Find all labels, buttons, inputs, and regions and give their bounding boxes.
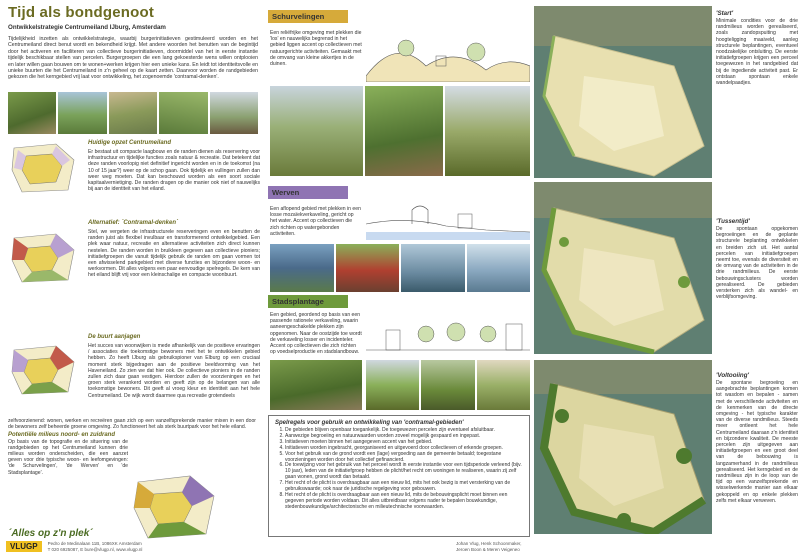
section-current-plan [8, 140, 260, 216]
schurvelingen-text: Een reliëfrijke omgeving met plekken die 'los' en nauwelijks begrensd in het gebied liggen accent op collectieven met natuurgerichte activiteiten. Gemaakt met de omvang van kleine akkertjes in de duinen. [270, 30, 362, 68]
intro-text: Tijdelijkheid inzetten als ontwikkelstrategie, waarbij burgerinitiatieven gestimuleerd worden en het Centrumeiland direct benut wordt en bekendheid krijgt. Met andere woorden het benutten van de begintijd door het activeren en faciliteren van collectieve burgerinitiatieven, doormiddel van het in eerste instantie tijdelijk beschikbaar stellen van percelen. Burgergroepen die een lang gekoesterde wens willen ontplooien en later willen gaan bouwen om te wonen+werken krijgen hier een unieke kans. En leidt tot identiteitsvolle en unieke buurten die het Centrumeiland in z'n geheel op de kaart zetten. Daarvoor worden de randgebieden gekozen die het kerngebied vrij laat voor ontwikkeling, het zogenoemde 'contramal-denken'. [8, 36, 258, 81]
stadsplantage-photo-left [270, 360, 362, 410]
continuation-text: zelfvoorzienend: wonen, werken en recreëren gaan zich op een vanzelfsprekende manier mixen in een door de bewoners zelf beheerde groene omgeving. Zo functioneert het als sterk buurtpark voor het hele eiland. [8, 418, 256, 431]
rule-item: 5. Voor het gebruik van de grond wordt een (lage) vergoeding aan de gemeente betaald; toegestane voorzieningen worden door het collectief gefinancierd. [285, 452, 523, 464]
section-neighbourhood [8, 334, 260, 416]
rule-item: 7. Het recht of de plicht is overdraagbaar aan een nieuw lid, mits het ook bezig is met versterking van de gebruikswaarde; ook naar de juridische regelgeving voor gebouwen. [285, 481, 523, 493]
rule-item: 6. De toewijzing voor het gebruik van het perceel wordt in eerste instantie voor een tijdsperiode verleend (bijv. 10 jaar), leden van de initiatiefgroep hebben de plicht/het recht om woningen te realiseren, waarin zij zelf gaan wonen, grond wordt dan betaald. [285, 463, 523, 481]
photo-tree-house [58, 92, 106, 134]
section-title: Huidige opzet Centrumeiland [88, 140, 172, 146]
map-neighbourhood [8, 342, 82, 398]
section-text: Er bestaat uit compacte laagbouw en de randen dienen als reservering voor infrastructuur en tijdelijke functies zoals natuur & recreatie. Dat betekent dat deze randen voorlopig niet definitief ingericht worden en in de toekomst (na 10 of 15 jaar?) weer op de schop gaan. Ook tijdelijk en vullingen zullen dan weer weg moeten. Dat kan beschouwd worden als een soort sociale kapitaalvernietiging. De randen dragen op die manier ook niet of nauwelijks bij aan de identiteit van het eiland. [88, 149, 260, 193]
section-title: De buurt aanjagen [88, 334, 141, 340]
map-milieus [130, 472, 222, 542]
potential-milieus-block [8, 418, 256, 476]
page-title: Tijd als bondgenoot [8, 4, 155, 21]
rules-title: Spelregels voor gebruik en ontwikkeling van 'contramal-gebieden' [275, 420, 464, 426]
photo-boats [401, 244, 465, 292]
photo-structure [210, 92, 258, 134]
photo-plantation [270, 360, 362, 410]
rule-item: 2. Aanwezige begroeiing en natuurwaarden worden zoveel mogelijk gespaard en ingepast. [285, 434, 523, 440]
photo-people [109, 92, 157, 134]
stage-title-start: 'Start' [716, 10, 734, 17]
rules-box [268, 415, 530, 537]
section-text: Het succes van woonwijken is mede afhankelijk van de positieve ervaringen / associaties die toekomstige bewoners met het te ontwikkelen gebied hebben. Zo heeft IJburg als gebruikspioner van Elburg op een cruciaal moment sterk bijgedragen aan de positieve beeldvorming van het Haveneiland. Zo zien we dat hier ook. De collectieve pioniers in de randen zullen zich daar gaan vestigen. Hierdoor zullen de voorzieningen en het groen sterk verankerd worden en geeft zijn op de belangen van alle toekomstige bewoners. Dit geeft al vroeg kleur en identiteit aan het hele Centrumeiland. De wijk wordt daarmee qua recreatie grotendeels [88, 343, 260, 399]
footer [6, 540, 536, 553]
section-text: Stel, we vergeten de infrastructurele reserveringen even en benutten de randen juist als flexibel invulbaar en transformerend ontwikkelgebied. Een plek waar natuur, recreatie en alternatieve activiteiten zich direct kunnen nestelen. De randen worden in bruikleen gegeven aan collectieve pioniers; initiatiefgroepen die vanuit tijdelijk gebruik de randen om gaan vormen tot een afwisselend parkgebied met diverse functies en bijzondere woon- en werkvormen. Dit alles volgens een paar eenvoudige spelregels. De kern van het eiland blijft vrij voor een kleinschalige en compacte woonbuurt. [88, 229, 260, 279]
footer-address: Pedro de Medinalaan 11B, 1086XK Amsterdam T 020 6925087, E bure@vlugp.nl, www.vlugp.nl [47, 541, 143, 552]
footer-names: Johan Vlug, Henk Schoonmaker, Jeroen Boon & Meren Veigeneo [456, 541, 522, 552]
stadsplantage-photos [366, 360, 530, 410]
intro-photo-strip [8, 92, 258, 134]
photo-allotment [366, 360, 419, 410]
stage-text-completion: De spontane begroeiing en aangebrachte beplantingen komen tot wasdom en bepalen - samen met de verschillende activiteiten en de kenmerken van de directe omgeving - het typische karakter van de diverse randmilieus. Steeds meer ontleent het hele Centrumeiland daaraan z'n identiteit en bijzondere kwaliteit. De meeste percelen zijn uitgegeven aan initiatiefgroepen en een groot deel van de bebouwing is langzamerhand in de randmilieus gerealiseerd. Het kerngebied en de randmilieus zijn in de loop van de tijd op een vanzelfsprekende en wisselwerkende manier aan elkaar gekoppeld en op enkele plekken zelfs met elkaar verweven. [716, 380, 798, 504]
photo-vegetables [477, 360, 530, 410]
rule-item: 3. Initiatieven moeten binnen het aangegeven accent van het gebied. [285, 440, 523, 446]
map-current-plan [8, 140, 82, 196]
page-subtitle: Ontwikkelstrategie Centrumeiland IJburg, Amsterdam [8, 24, 166, 31]
map-alternative [8, 230, 82, 286]
photo-orchard [421, 360, 474, 410]
stage-title-completion: 'Voltooiing' [716, 372, 749, 379]
aerial-start [534, 6, 712, 178]
left-column [0, 0, 262, 554]
photo-meadow [445, 86, 530, 176]
photo-heathland [270, 86, 363, 176]
middle-column [262, 0, 534, 554]
stage-title-intermediate: 'Tussentijd' [716, 218, 750, 225]
werven-text: Een aflopend gebied met plekken in een losse mozaïekverkaveling, gericht op het water. Accent op collectieven die zich richten op watergebonden activiteiten. [270, 206, 361, 237]
aerial-completion [534, 360, 712, 534]
photo-nature [159, 92, 207, 134]
rule-item: 1. De gebieden blijven openbaar toegankelijk. De toegewezen percelen zijn eventueel afsluitbaar. [285, 428, 523, 434]
stage-text-intermediate: De spontaan opgekomen begroeiingen en de geplante structurele beplanting ontwikkelen en breiden zich uit. Het aantal percelen van initiatiefgroepen neemt toe, evenals de diversiteit en de omvang van de activiteiten in de drie randmilieus. De eerste bebouwingsclusters worden gerealiseerd. De gebieden versterken zich als wandel- en verblijfsomgeving. [716, 226, 798, 301]
stadsplantage-label: Stadsplantage [268, 295, 348, 308]
werven-photos [270, 244, 530, 292]
section-title: Alternatief: `Contramal-denken` [88, 220, 179, 226]
section-alternative [8, 220, 260, 330]
photo-sailing [467, 244, 531, 292]
vlugp-logo: VLUGP [6, 541, 42, 552]
stadsplantage-text: Een gebied, geordend op basis van een passende rationele verkaveling, waarin aaneengeschakelde plekken zijn opgenomen. Naar de oostzijde toe wordt de verkaveling losser en incidenteler. Accent op collectieven die zich richten op voedselproductie en stadslandbouw. [270, 312, 362, 356]
potential-milieus-title: Potentiële milieus noord- en zuidrand [8, 432, 116, 439]
schurvelingen-sketch [366, 26, 530, 82]
slogan: ´Alles op z'n plek´ [8, 528, 93, 539]
photo-red-hut [336, 244, 400, 292]
potential-milieus-text: Op basis van de topografie en de situering van de randgebieden op het Centrumeiland kunnen drie milieus worden onderscheiden, die een aanzet geven voor drie typische woon- en leefomgevingen: 'de Schurvelingen', 'de Werven' en 'de Stadsplantage'. [8, 438, 128, 476]
photo-garden [8, 92, 56, 134]
werven-label: Werven [268, 186, 348, 199]
stage-text-start: Minimale condities voor de drie randmilieus worden gerealiseerd, zoals zandopspuiting met hoogteligging maaiveld, aanleg structurele beplantingen, eventueel noodzakelijke ontsluiting. De eerste initiatiefgroepen krijgen een perceel toegewezen in het randgebied dat bij de ingediende activiteit past. Er ontstaan spontaan enkele wandelpaadjes. [716, 18, 798, 87]
stadsplantage-sketch [366, 304, 530, 356]
rule-item: 4. Initiatieven worden ingebracht, georganiseerd en uitgevoerd door collectieven of erkende groepen. [285, 446, 523, 452]
werven-sketch [366, 196, 530, 240]
rule-item: 8. Het recht of de plicht is overdraagbaar aan een nieuw lid, mits de bebouwingsplicht moet binnen een gegeven periode worden voldaan. Dit alles uitbreidbaar volgens nader te bepalen bouwkundige, stedenbouwkundige/architectonische en milieutechnische voorwaarden. [285, 493, 523, 511]
photo-waterfront [270, 244, 334, 292]
rules-list [275, 428, 523, 511]
aerial-intermediate [534, 182, 712, 354]
schurvelingen-label: Schurvelingen [268, 10, 348, 23]
photo-garden-plot [365, 86, 443, 176]
schurvelingen-photos [270, 86, 530, 176]
right-column [534, 0, 800, 554]
